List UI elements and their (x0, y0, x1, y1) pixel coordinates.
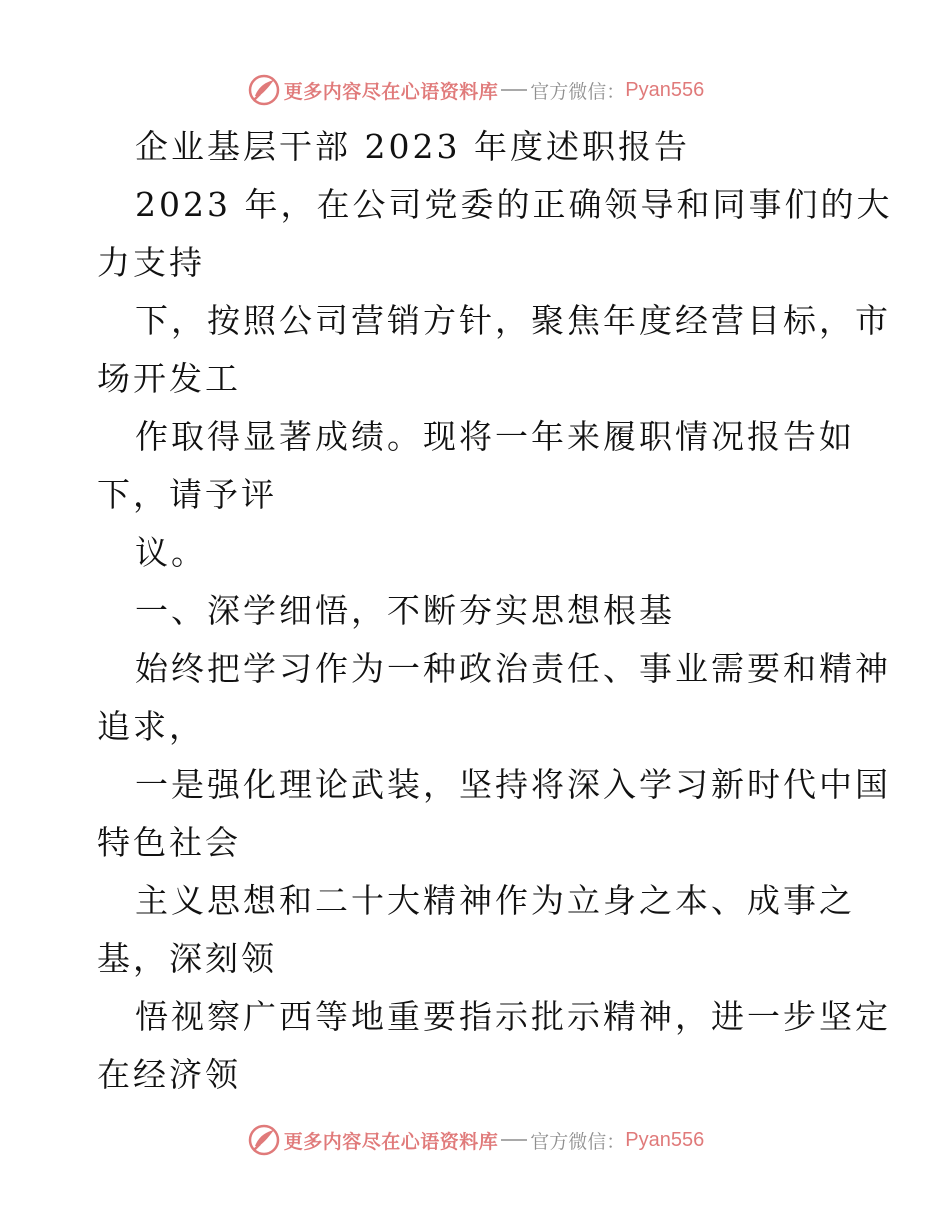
banner-dash (501, 1139, 527, 1141)
document-body (97, 118, 893, 1104)
banner-wechat-id: Pyan556 (625, 78, 705, 101)
pen-logo-icon (246, 1122, 282, 1158)
document-line: 2023 年，在公司党委的正确领导和同事们的大 (135, 185, 893, 224)
banner-text: 更多内容尽在心语资料库 (283, 80, 499, 103)
footer-watermark-banner (0, 1120, 950, 1160)
banner-dash (501, 89, 527, 91)
document-line: 一、深学细悟，不断夯实思想根基 (135, 591, 675, 630)
document-line: 一是强化理论武装，坚持将深入学习新时代中国 (135, 765, 891, 804)
document-line: 议。 (135, 533, 207, 572)
banner-wechat-id: Pyan556 (625, 1128, 705, 1151)
pen-logo-icon (246, 72, 282, 108)
document-line: 作取得显著成绩。现将一年来履职情况报告如 (135, 417, 855, 456)
document-line: 力支持 (97, 243, 205, 282)
document-line: 追求， (97, 707, 205, 746)
document-line: 场开发工 (97, 359, 241, 398)
document-line: 主义思想和二十大精神作为立身之本、成事之 (135, 881, 855, 920)
document-line: 始终把学习作为一种政治责任、事业需要和精神 (135, 649, 891, 688)
document-line: 特色社会 (97, 823, 241, 862)
banner-official-label: 官方微信： (530, 1130, 626, 1153)
document-line: 下，按照公司营销方针，聚焦年度经营目标，市 (135, 301, 891, 340)
document-line: 下，请予评 (97, 475, 277, 514)
document-line: 悟视察广西等地重要指示批示精神，进一步坚定 (135, 997, 891, 1036)
banner-text: 更多内容尽在心语资料库 (283, 1130, 499, 1153)
header-watermark-banner (0, 70, 950, 110)
document-line: 企业基层干部 2023 年度述职报告 (135, 127, 690, 166)
document-line: 基，深刻领 (97, 939, 277, 978)
document-line: 在经济领 (97, 1055, 241, 1094)
banner-official-label: 官方微信： (530, 80, 626, 103)
